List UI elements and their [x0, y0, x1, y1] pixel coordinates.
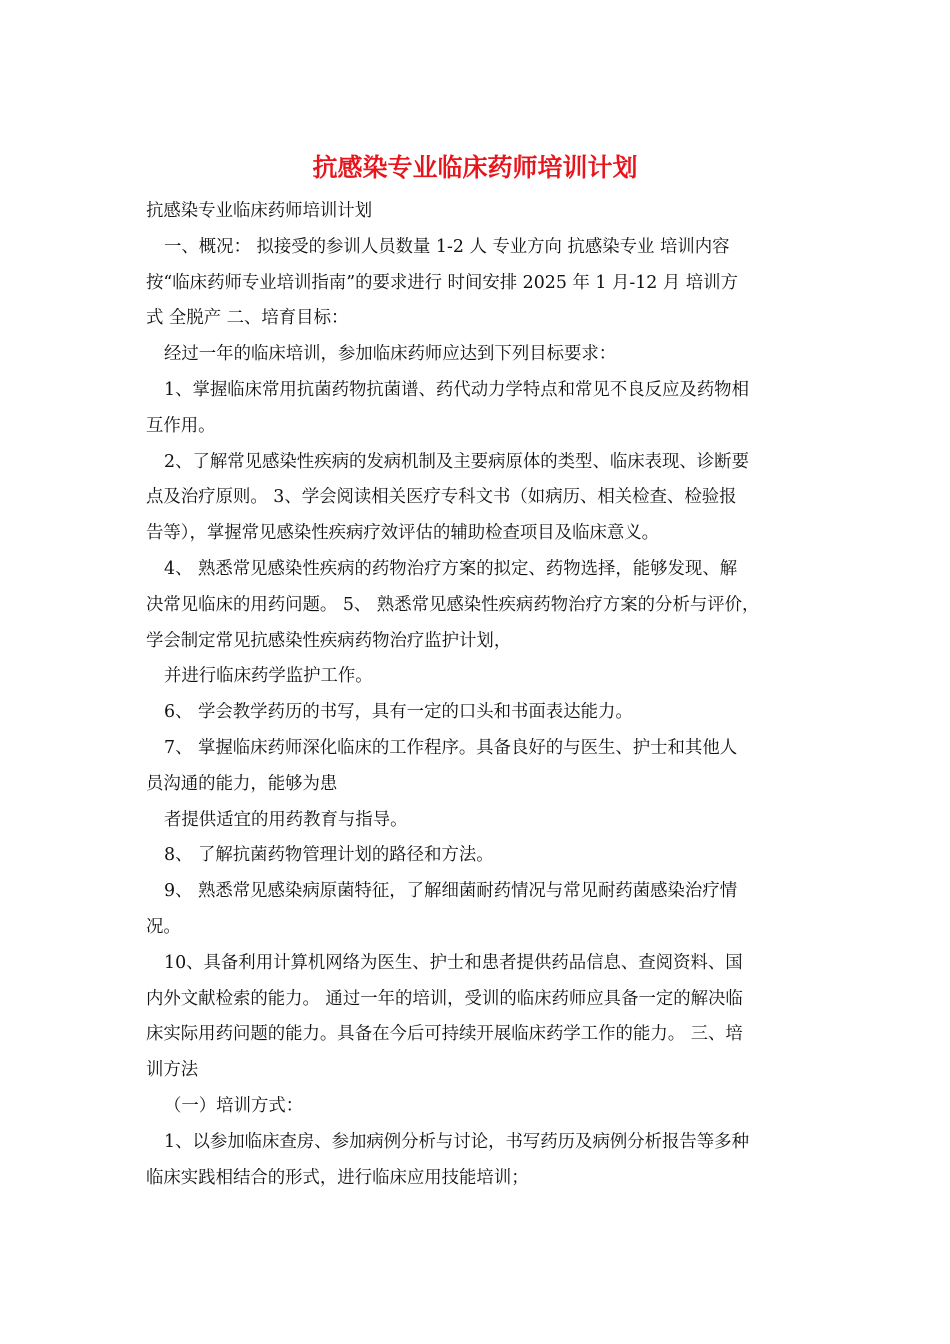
document-title: 抗感染专业临床药师培训计划	[312, 153, 638, 182]
body-line: 7、 掌握临床药师深化临床的工作程序。具备良好的与医生、护士和其他人	[164, 737, 738, 758]
body-line: 式 全脱产 二、培育目标：	[146, 308, 349, 329]
body-line: 经过一年的临床培训，参加临床药师应达到下列目标要求：	[164, 344, 617, 365]
body-line: 2、了解常见感染性疾病的发病机制及主要病原体的类型、临床表现、诊断要	[164, 451, 749, 472]
body-line: 并进行临床药学监护工作。	[164, 666, 373, 687]
body-line: （一）培训方式：	[164, 1095, 304, 1116]
body-line: 者提供适宜的用药教育与指导。	[164, 809, 408, 830]
body-line: 按“临床药师专业培训指南”的要求进行 时间安排 2025 年 1 月-12 月 培训方	[146, 272, 738, 293]
body-line: 9、 熟悉常见感染病原菌特征，了解细菌耐药情况与常见耐药菌感染治疗情	[164, 881, 738, 902]
body-line: 6、 学会教学药历的书写，具有一定的口头和书面表达能力。	[164, 702, 633, 723]
body-line: 互作用。	[146, 415, 216, 436]
body-line: 告等），掌握常见感染性疾病疗效评估的辅助检查项目及临床意义。	[146, 523, 660, 544]
body-line: 决常见临床的用药问题。 5、 熟悉常见感染性疾病药物治疗方案的分析与评价，	[146, 594, 760, 615]
document-body	[146, 194, 816, 1196]
body-line: 1、掌握临床常用抗菌药物抗菌谱、药代动力学特点和常见不良反应及药物相	[164, 379, 749, 400]
body-line: 点及治疗原则。 3、学会阅读相关医疗专科文书（如病历、相关检查、检验报	[146, 487, 737, 508]
body-line: 床实际用药问题的能力。具备在今后可持续开展临床药学工作的能力。 三、培	[146, 1024, 743, 1045]
body-line: 1、以参加临床查房、参加病例分析与讨论，书写药历及病例分析报告等多种	[164, 1131, 749, 1152]
body-line: 4、 熟悉常见感染性疾病的药物治疗方案的拟定、药物选择，能够发现、解	[164, 558, 738, 579]
body-line: 员沟通的能力，能够为患	[146, 773, 338, 794]
body-line: 临床实践相结合的形式，进行临床应用技能培训；	[146, 1167, 529, 1188]
body-line: 训方法	[146, 1060, 199, 1081]
body-line: 内外文献检索的能力。 通过一年的培训，受训的临床药师应具备一定的解决临	[146, 988, 743, 1009]
body-line: 况。	[146, 916, 181, 937]
body-line: 学会制定常见抗感染性疾病药物治疗监护计划，	[146, 630, 512, 651]
body-line: 10、具备利用计算机网络为医生、护士和患者提供药品信息、查阅资料、国	[164, 952, 743, 973]
body-line: 抗感染专业临床药师培训计划	[146, 201, 373, 221]
body-line: 8、 了解抗菌药物管理计划的路径和方法。	[164, 845, 494, 866]
body-line: 一、概况： 拟接受的参训人员数量 1-2 人 专业方向 抗感染专业 培训内容	[164, 236, 730, 257]
